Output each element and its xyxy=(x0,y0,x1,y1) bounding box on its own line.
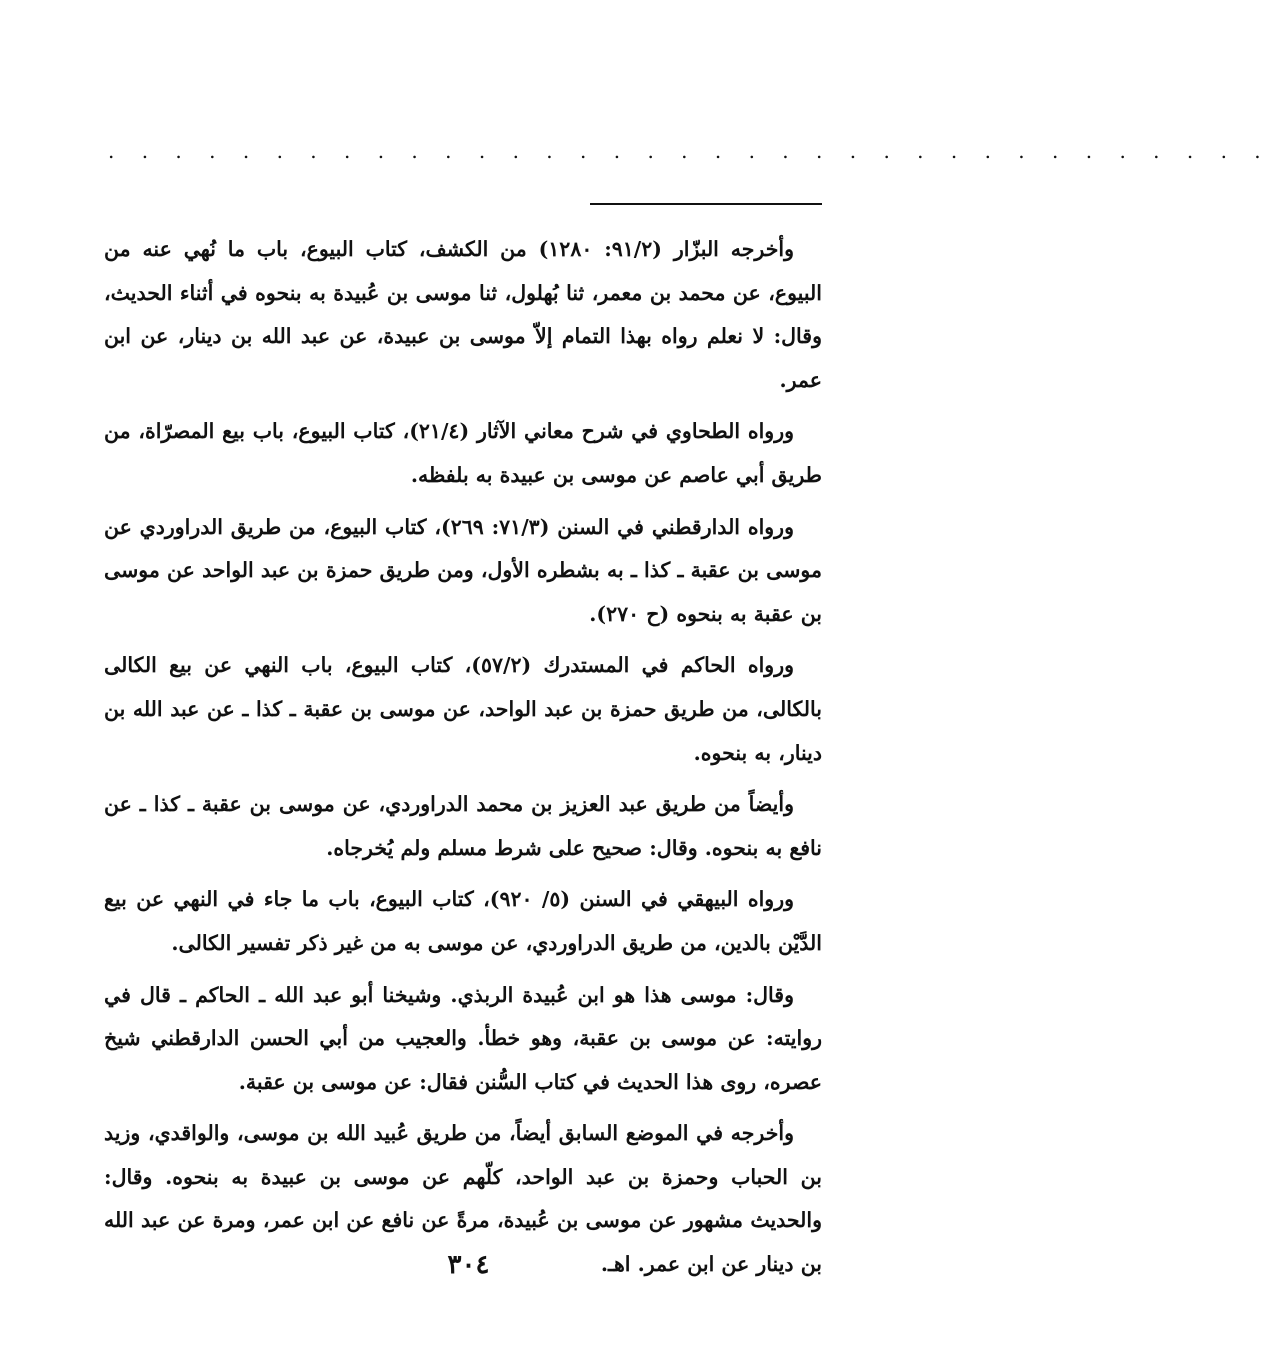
page-number: ٣٠٤ xyxy=(447,1250,490,1280)
footnote-paragraph: وأخرجه البزّار (٩١/٢: ١٢٨٠) من الكشف، كتاب البيوع، باب ما نُهي عنه من البيوع، عن محمد بن معمر، ثنا بُهلول، ثنا موسى بن عُبيدة به بنحوه في أثناء الحديث، وقال: لا نعلم رواه بهذا التمام إلاّ موسى بن عبيدة، عن عبد الله بن دينار، عن ابن عمر. xyxy=(104,237,822,392)
footnote-rule xyxy=(590,203,822,205)
footnote-paragraph: ورواه الطحاوي في شرح معاني الآثار (٢١/٤)، كتاب البيوع، باب بيع المصرّاة، من طريق أبي عاصم عن موسى بن عبيدة به بلفظه. xyxy=(104,419,822,487)
footnote-paragraph: وأيضاً من طريق عبد العزيز بن محمد الدراوردي، عن موسى بن عقبة ـ كذا ـ عن نافع به بنحوه. وقال: صحيح على شرط مسلم ولم يُخرجاه. xyxy=(104,792,822,860)
footnote-paragraph: ورواه البيهقي في السنن (٥/ ٩٢٠)، كتاب البيوع، باب ما جاء في النهي عن بيع الدَّيْن بالدين، من طريق الدراوردي، عن موسى به من غير ذكر تفسير الكالى. xyxy=(104,887,822,955)
footnote-paragraph: وقال: موسى هذا هو ابن عُبيدة الربذي. وشيخنا أبو عبد الله ـ الحاكم ـ قال في روايته: عن موسى بن عقبة، وهو خطأ. والعجيب من أبي الحسن الدارقطني شيخ عصره، روى هذا الحديث في كتاب السُّنن فقال: عن موسى بن عقبة. xyxy=(104,982,822,1094)
footnote-paragraph: ورواه الدارقطني في السنن (٧١/٣: ٢٦٩)، كتاب البيوع، من طريق الدراوردي عن موسى بن عقبة ـ كذا ـ به بشطره الأول، ومن طريق حمزة بن عبد الواحد عن موسى بن عقبة به بنحوه (ح ٢٧٠). xyxy=(104,514,822,626)
footnote-paragraph: ورواه الحاكم في المستدرك (٥٧/٢)، كتاب البيوع، باب النهي عن بيع الكالى بالكالى، من طريق حمزة بن عبد الواحد، عن موسى بن عقبة ـ كذا ـ عن عبد الله بن دينار، به بنحوه. xyxy=(104,653,822,765)
footnotes-block xyxy=(104,228,822,1295)
footnote-paragraph: وأخرجه في الموضع السابق أيضاً، من طريق عُبيد الله بن موسى، والواقدي، وزيد بن الحباب وحمزة بن عبد الواحد، كلّهم عن موسى بن عبيدة به بنحوه. وقال: والحديث مشهور عن موسى بن عُبيدة، مرةً عن نافع عن ابن عمر، ومرة عن عبد الله بن دينار عن ابن عمر. اهـ. xyxy=(104,1121,822,1277)
separator-dots: . . . . . . . . . . . . . . . . . . . . . . . . . . . . . . . . . . . xyxy=(108,139,1271,163)
